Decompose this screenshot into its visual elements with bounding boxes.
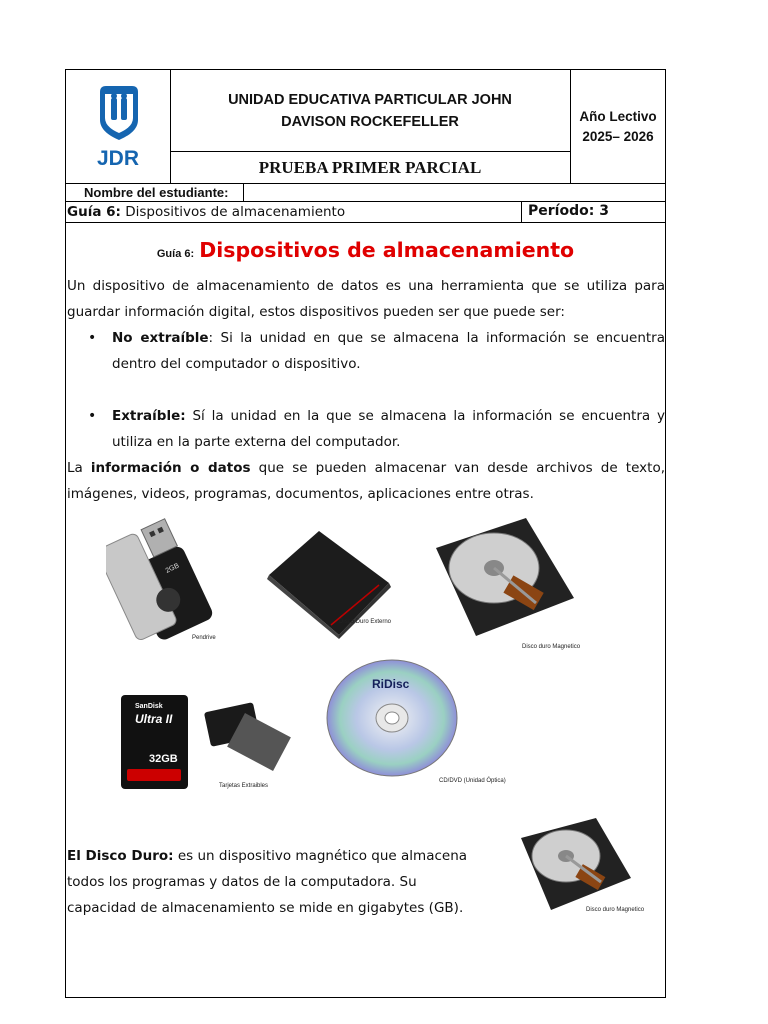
year-label: Año Lectivo bbox=[579, 108, 657, 124]
hdd-image-2 bbox=[521, 818, 651, 918]
disk-paragraph bbox=[67, 843, 487, 921]
sd-cards-image bbox=[121, 695, 296, 795]
bullet-non-removable: • No extraíble: Si la unidad en que se almacena la información se encuentra dentro del computador o dispositivo. bbox=[88, 330, 665, 372]
pendrive-image bbox=[106, 512, 236, 647]
cd-caption: CD/DVD (Unidad Óptica) bbox=[439, 778, 506, 784]
section-title-prefix: Guía 6: bbox=[156, 248, 195, 260]
pendrive-caption: Pendrive bbox=[192, 635, 216, 641]
guide-label: Guía 6: bbox=[67, 204, 121, 220]
student-name-row bbox=[66, 183, 665, 202]
sd-card-large: SanDisk Ultra II 32GB bbox=[121, 695, 188, 789]
student-name-field[interactable] bbox=[243, 183, 246, 202]
guide-topic: Dispositivos de almacenamiento bbox=[125, 204, 346, 220]
shield-logo-icon bbox=[66, 70, 170, 183]
section-title bbox=[66, 238, 665, 262]
intro-paragraph: Un dispositivo de almacenamiento de datos es una herramienta que se utiliza para guardar información digital, estos dispositivos pueden ser que puede ser: bbox=[67, 278, 665, 320]
disk-text: es un dispositivo magnético que almacena todos los programas y datos de la computadora. Su capacidad de almacenamiento se mide en gigabytes (GB). bbox=[67, 848, 468, 916]
exam-title: PRUEBA PRIMER PARCIAL bbox=[170, 152, 571, 183]
info-paragraph-bold: información o datos bbox=[90, 460, 251, 476]
hdd-image bbox=[436, 518, 596, 653]
bullet-term: No extraíble bbox=[112, 330, 209, 346]
cd-dvd-image bbox=[324, 658, 524, 798]
bullet-text: Si la unidad en que se almacena la información se encuentra dentro del computador o dispositivo. bbox=[112, 330, 665, 372]
year-value: 2025– 2026 bbox=[582, 128, 654, 144]
external-hdd-caption: Disco Duro Externo bbox=[339, 619, 392, 625]
bullet-term: Extraíble: bbox=[112, 408, 186, 424]
info-paragraph: La información o datos que se pueden almacenar van desde archivos de texto, imágenes, videos, programas, documentos, aplicaciones entre otras. bbox=[67, 460, 665, 502]
cards-caption: Tarjetas Extraibles bbox=[219, 783, 269, 789]
bullet-removable: • Extraíble: Sí la unidad en la que se almacena la información se encuentra y utiliza en la parte externa del computador. bbox=[88, 408, 665, 450]
hdd2-caption: Disco duro Magnetico bbox=[586, 907, 645, 913]
school-year bbox=[571, 70, 665, 183]
exam-page bbox=[65, 69, 666, 998]
period-label: Período: 3 bbox=[521, 201, 609, 222]
hdd-caption: Disco duro Magnetico bbox=[522, 644, 581, 650]
section-title-main: Dispositivos de almacenamiento bbox=[199, 238, 575, 262]
guide-info bbox=[67, 204, 345, 220]
bullet-text: Sí la unidad en la que se almacena la información se encuentra y utiliza en la parte externa del computador. bbox=[112, 408, 665, 450]
disk-term: El Disco Duro: bbox=[67, 848, 174, 864]
cd-brand: RiDisc bbox=[372, 677, 410, 691]
external-hdd-image bbox=[261, 525, 431, 640]
logo-text: JDR bbox=[96, 147, 140, 170]
pendrive-label: 2GB bbox=[164, 562, 181, 575]
school-name: UNIDAD EDUCATIVA PARTICULAR JOHN DAVISON ROCKEFELLER bbox=[170, 70, 571, 152]
student-name-label: Nombre del estudiante: bbox=[84, 185, 229, 200]
school-logo bbox=[66, 70, 171, 183]
guide-row bbox=[66, 202, 665, 223]
